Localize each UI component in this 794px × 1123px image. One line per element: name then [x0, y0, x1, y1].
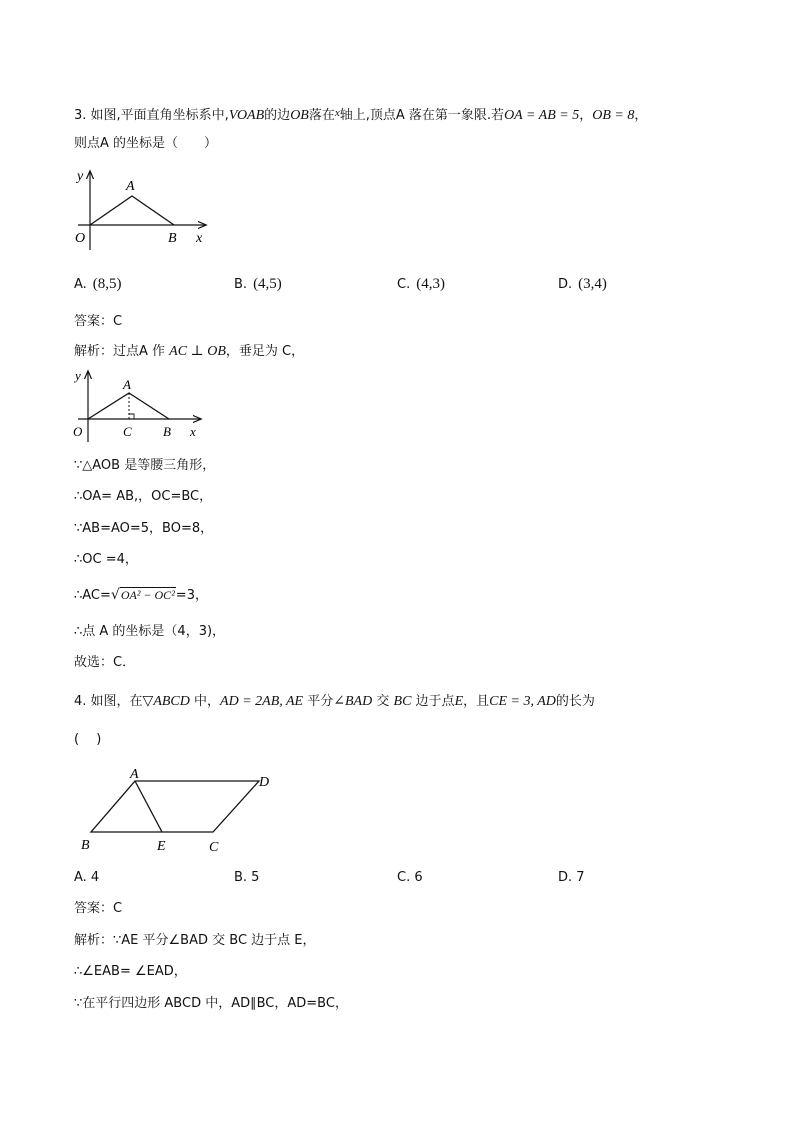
q3-triangle-symbol: VOAB: [228, 108, 265, 123]
q4-step-1: 解析：∵AE 平分∠BAD 交 BC 边于点 E，: [74, 933, 316, 948]
q4-answer: 答案：C: [74, 901, 123, 916]
parallelogram-symbol: ▽ABCD: [142, 694, 190, 709]
label-x: x: [190, 424, 196, 439]
segment-ae: [135, 781, 162, 832]
q4-equation-1: AD = 2AB, AE: [220, 694, 304, 709]
q3-x-axis-symbol: x: [334, 107, 340, 119]
label-y: y: [75, 368, 81, 383]
q3-figure-axes: [70, 166, 220, 256]
option-label: B.: [234, 277, 248, 292]
label-a: A: [123, 377, 131, 392]
q4-figure-parallelogram: [76, 762, 286, 856]
q3-stem-text: 落在: [308, 108, 335, 123]
q4-stem-text: 平分: [307, 694, 334, 709]
label-b: B: [168, 231, 177, 246]
q3-stem-text: ，: [634, 108, 648, 123]
parallelogram-abcd: [91, 781, 259, 832]
q4-stem-text: ，且: [463, 694, 490, 709]
analysis-text: ，垂足为 C，: [225, 344, 305, 359]
q3-option-a[interactable]: [74, 274, 122, 295]
label-o: O: [75, 231, 86, 246]
square-root: √OA² − OC²: [110, 587, 175, 603]
q4-stem-text: 交: [376, 694, 390, 709]
triangle-oab: [90, 196, 174, 225]
q3-step-2: ∴OA= AB,，OC=BC，: [74, 489, 213, 504]
q3-answer: 答案：C: [74, 314, 123, 329]
option-label: C.: [397, 277, 411, 292]
label-b: B: [81, 838, 90, 853]
q3-step-ac: [74, 586, 208, 605]
analysis-text: 解析：过点A 作: [74, 344, 166, 359]
label-c: C: [123, 424, 132, 439]
label-c: C: [209, 840, 219, 855]
option-value: (4,3): [416, 276, 445, 292]
option-label: D.: [558, 277, 573, 292]
perpendicular-statement: AC ⊥ OB: [169, 344, 226, 359]
q4-equation-2: CE = 3, AD: [489, 694, 556, 709]
label-d: D: [259, 775, 270, 790]
label-y: y: [77, 169, 84, 184]
label-e: E: [157, 839, 166, 854]
q4-stem-text: 4. 如图，在: [74, 694, 143, 709]
q3-step-4: ∴OC =4，: [74, 552, 138, 567]
q3-option-c[interactable]: [397, 274, 445, 295]
label-b: B: [163, 424, 171, 439]
q3-step-3: ∵AB=AO=5，BO=8，: [74, 521, 214, 536]
q3-segment-ob: OB: [290, 108, 309, 123]
label-o: O: [73, 424, 83, 439]
q4-step-3: ∵在平行四边形 ABCD 中，AD∥BC，AD=BC，: [74, 996, 348, 1011]
q3-stem-text: 3. 如图,平面直角坐标系中,: [74, 108, 229, 123]
q4-stem-line-2: ( ): [74, 732, 102, 747]
step-text: =3，: [175, 588, 208, 603]
option-value: (4,5): [253, 276, 282, 292]
q4-step-2: ∴∠EAB= ∠EAD，: [74, 964, 187, 979]
q4-option-a[interactable]: A. 4: [74, 870, 100, 885]
radicand: OA² − OC²: [120, 588, 175, 602]
step-text: ∴AC=: [74, 588, 111, 603]
q3-figure-solution: [70, 366, 210, 444]
label-a: A: [130, 767, 139, 782]
q3-stem-line-2: 则点A 的坐标是（ ）: [74, 136, 218, 151]
angle-bad: ∠BAD: [333, 694, 373, 709]
q3-step-1: ∵△AOB 是等腰三角形，: [74, 458, 216, 473]
q3-option-d[interactable]: [558, 274, 607, 295]
q3-choose: 故选：C．: [74, 655, 136, 670]
point-e: E: [454, 694, 464, 709]
q3-equation-1: OA = AB = 5: [504, 108, 580, 123]
label-x: x: [196, 231, 203, 246]
q3-stem-text: 的边: [264, 108, 291, 123]
segment-bc: BC: [393, 694, 412, 709]
q4-option-b[interactable]: B. 5: [234, 870, 260, 885]
q3-option-b[interactable]: [234, 274, 282, 295]
option-value: (3,4): [578, 276, 607, 292]
option-label: A.: [74, 277, 87, 292]
q4-option-c[interactable]: C. 6: [397, 870, 423, 885]
q4-option-d[interactable]: D. 7: [558, 870, 585, 885]
q4-stem-text: 边于点: [415, 694, 455, 709]
q3-stem-text: ，: [579, 108, 593, 123]
q4-stem-text: 的长为: [555, 694, 595, 709]
q4-stem-line-1: [74, 693, 595, 711]
q3-stem-text: 轴上,顶点A 落在第一象限.若: [339, 108, 505, 123]
label-a: A: [126, 179, 135, 194]
right-angle-mark: [129, 414, 134, 419]
q3-stem-line-1: [74, 104, 647, 125]
q3-analysis-intro: [74, 343, 304, 361]
q3-equation-2: OB = 8: [592, 108, 635, 123]
option-value: (8,5): [92, 276, 122, 292]
q4-stem-text: 中，: [194, 694, 221, 709]
q3-step-coord: ∴点 A 的坐标是（4，3)，: [74, 624, 226, 639]
